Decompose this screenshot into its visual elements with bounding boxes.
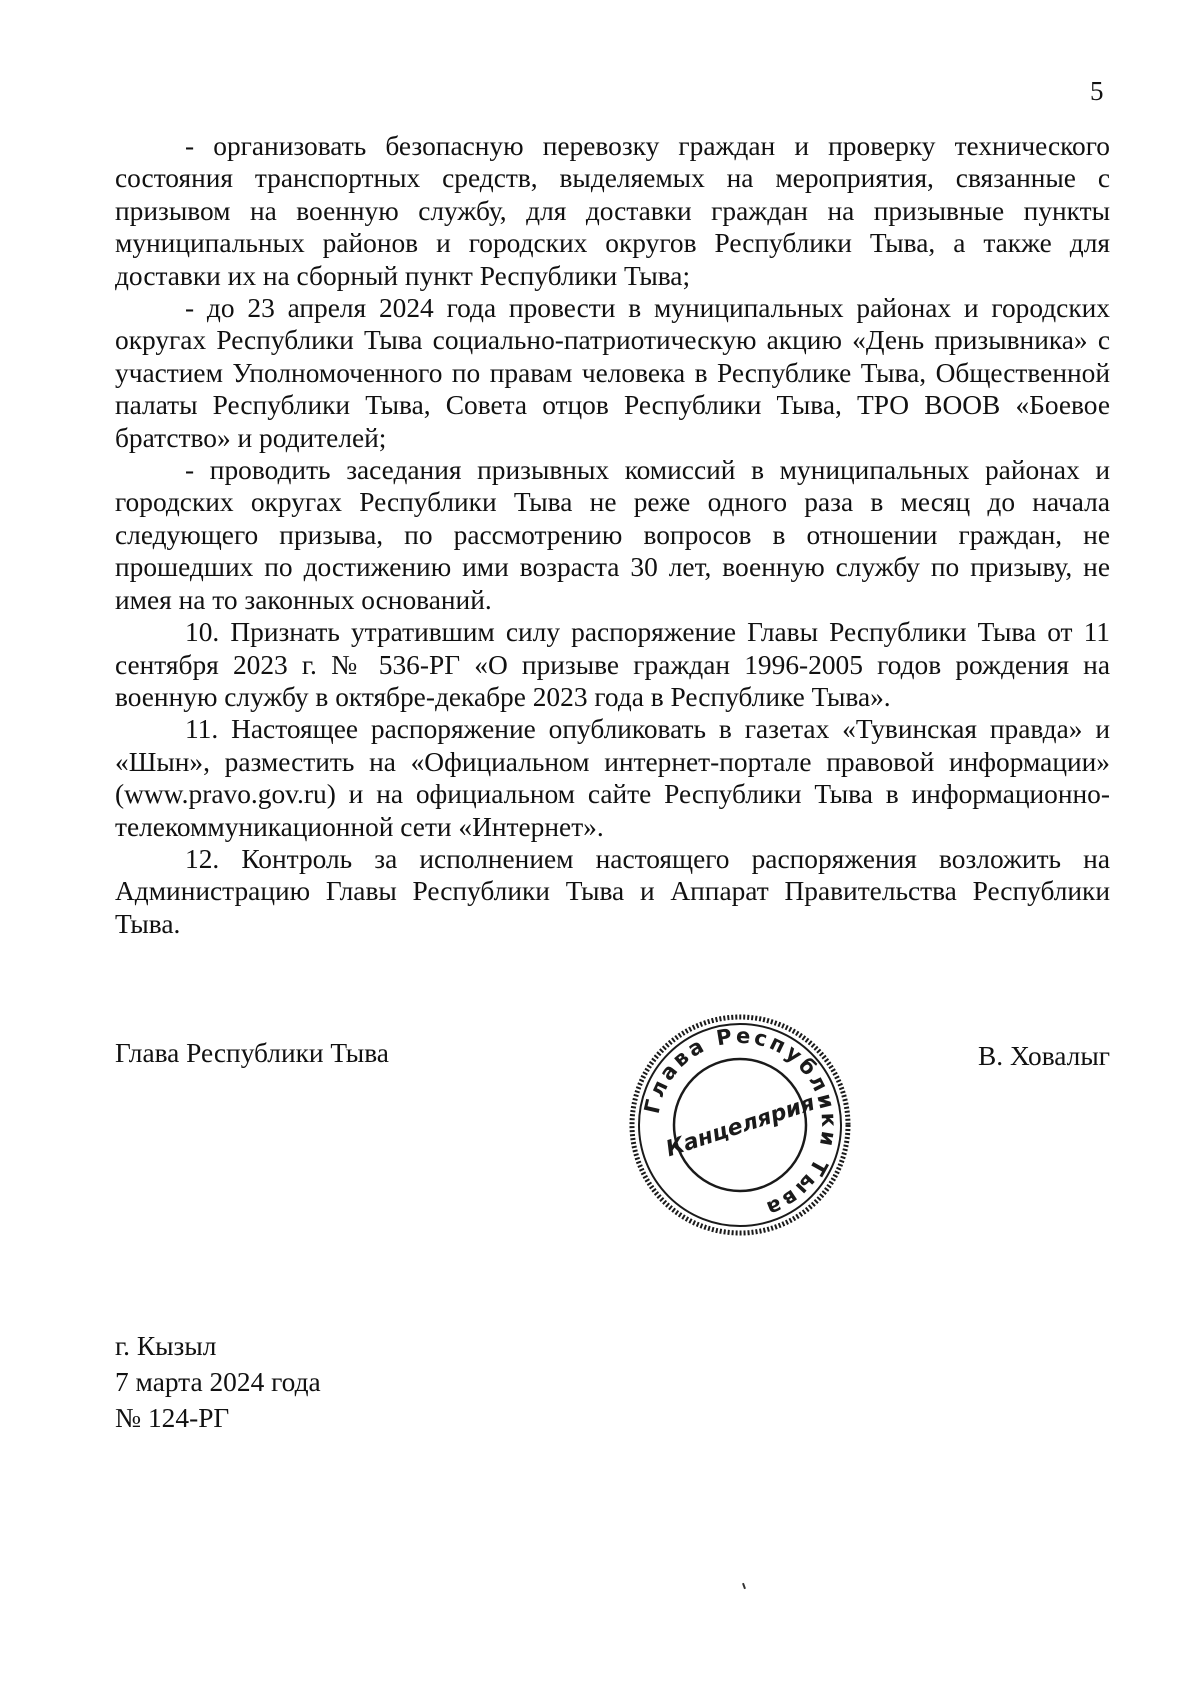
- paragraph-transport: - организовать безопасную перевозку граждан и проверку технического состояния транспортных средств, выделяемых на мероприятия, связанные с призывом на военную службу, для доставки граждан на призывные пункты муниципальных районов и городских округов Республики Тыва, а также для доставки их на сборный пункт Республики Тыва;: [115, 131, 1110, 291]
- seal-center-text: Канцелярия: [662, 1090, 818, 1163]
- signer-name: В. Ховалыг: [978, 1041, 1110, 1071]
- paragraph-item-11: 11. Настоящее распоряжение опубликовать в газетах «Тувинская правда» и «Шын», разместить на «Официальном интернет-портале правовой информации» (www.pravo.gov.ru) и на официальном сайте Республики Тыва в информационно-телекоммуникационной сети «Интернет».: [115, 714, 1110, 842]
- signer-position: Глава Республики Тыва: [115, 1038, 389, 1068]
- official-seal: [625, 1010, 855, 1240]
- document-number: № 124-РГ: [115, 1403, 230, 1433]
- issue-city: г. Кызыл: [115, 1331, 217, 1361]
- page-number: 5: [1090, 76, 1104, 106]
- document-footer: [115, 1328, 321, 1436]
- document-body: [115, 130, 1110, 940]
- seal-ring-text: Глава Республики Тыва: [639, 1023, 842, 1222]
- paragraph-commission-meetings: - проводить заседания призывных комиссий в муниципальных районах и городских округах Республики Тыва не реже одного раза в месяц до начала следующего призыва, по рассмотрению вопросов в отношении граждан, не прошедших по достижению ими возраста 30 лет, военную службу по призыву, не имея на то законных оснований.: [115, 455, 1110, 615]
- paragraph-item-10: 10. Признать утратившим силу распоряжение Главы Республики Тыва от 11 сентября 2023 г. № 536-РГ «О призыве граждан 1996-2005 годов рождения на военную службу в октябре-декабре 2023 года в Республике Тыва».: [115, 617, 1110, 712]
- scan-artifact: [742, 1583, 746, 1589]
- issue-date: 7 марта 2024 года: [115, 1367, 321, 1397]
- paragraph-conscript-day: - до 23 апреля 2024 года провести в муниципальных районах и городских округах Республики Тыва социально-патриотическую акцию «День призывника» с участием Уполномоченного по правам человека в Республике Тыва, Общественной палаты Республики Тыва, Совета отцов Республики Тыва, ТРО ВООВ «Боевое братство» и родителей;: [115, 293, 1110, 453]
- paragraph-item-12: 12. Контроль за исполнением настоящего распоряжения возложить на Администрацию Главы Республики Тыва и Аппарат Правительства Республики Тыва.: [115, 843, 1110, 939]
